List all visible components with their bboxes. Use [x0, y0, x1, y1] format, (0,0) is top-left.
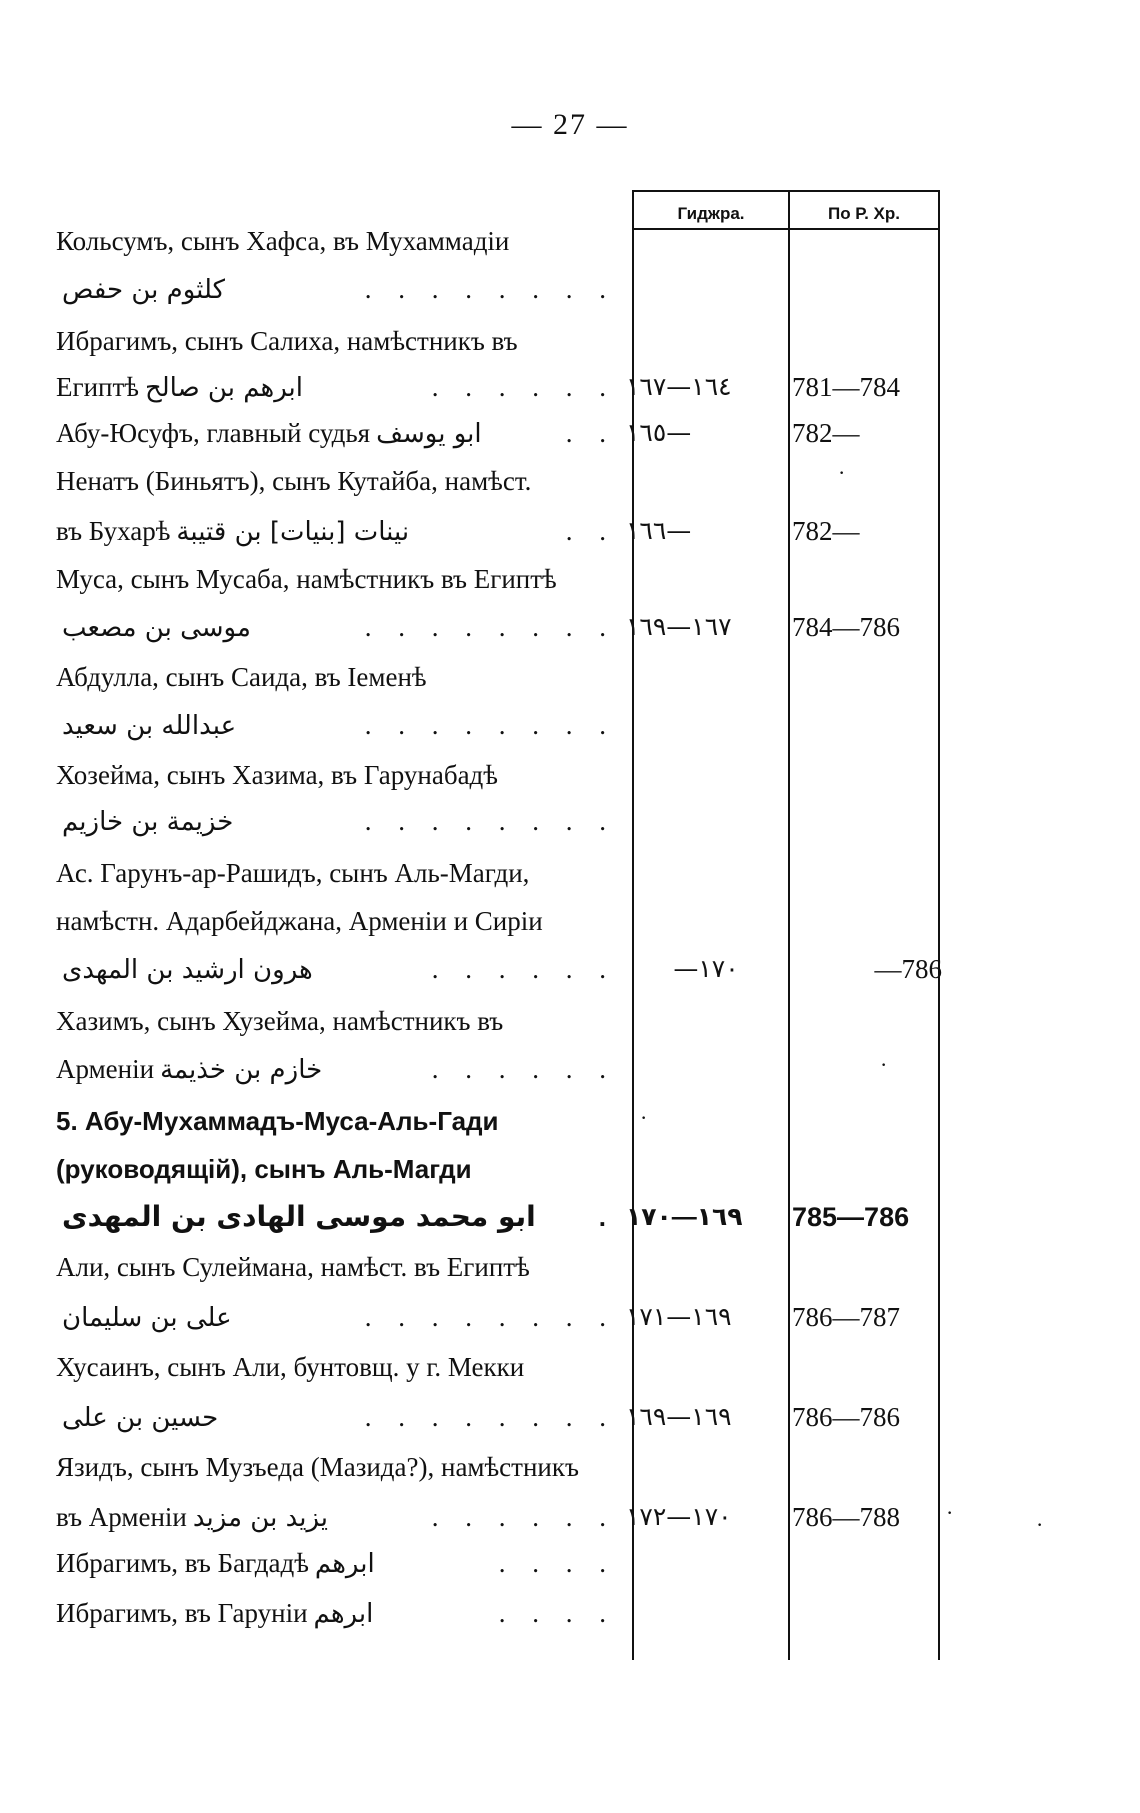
leader-dots: . . . . . .	[431, 372, 616, 402]
hijra-date: ١٦٥—	[626, 418, 692, 447]
leader-dots: . . . . . .	[431, 1502, 616, 1532]
ad-date: 785—786	[792, 1202, 910, 1232]
arabic-name: عبدالله بن سعيد	[62, 711, 237, 741]
arabic-name: نينات [بنيات] بن قتيبة	[176, 517, 410, 547]
entry-name: Абдулла, сынъ Саида, въ Іеменѣ	[56, 662, 427, 692]
entry-line	[56, 1444, 616, 1490]
entry-line	[56, 798, 616, 844]
entry-line	[56, 898, 616, 944]
entry-name: Ибрагимъ, сынъ Салиха, намѣстникъ въ	[56, 326, 518, 356]
entry-line	[56, 752, 616, 798]
entry-name: Али, сынъ Сулеймана, намѣст. въ Египтѣ	[56, 1252, 530, 1282]
entry-line	[56, 218, 616, 264]
entry-line	[56, 1194, 616, 1240]
arabic-name: ابرهم بن صالح	[144, 373, 304, 403]
arabic-name: خازم بن خذيمة	[160, 1055, 323, 1085]
arabic-name: يزيد بن مزيد	[192, 1503, 329, 1533]
arabic-name: هرون ارشيد بن المهدى	[62, 955, 313, 985]
hijra-date: ١٦٩—١٦٩	[626, 1402, 732, 1431]
entry-name: Язидъ, сынъ Музъеда (Мазида?), намѣстникъ	[56, 1452, 579, 1482]
entry-name: Абу-Юсуфъ, главный судья	[56, 418, 371, 448]
entry-line	[56, 702, 616, 748]
hijra-date: ١٦٤—١٦٧	[626, 372, 732, 401]
arabic-name: على بن سليمان	[62, 1303, 232, 1333]
hijra-date: ١٦٩—١٧١	[626, 1302, 732, 1331]
column-header-hijra: Гиджра.	[677, 204, 745, 223]
arabic-name: كلثوم بن حفص	[62, 275, 225, 305]
table-rule-top	[632, 190, 940, 192]
stray-mark: ·	[640, 1105, 648, 1130]
stray-mark: ·	[946, 1500, 954, 1525]
ad-date: 786—787	[792, 1302, 900, 1332]
stray-mark: ·	[1036, 1512, 1044, 1537]
entry-name: Ибрагимъ, въ Багдадѣ	[56, 1548, 309, 1578]
entry-name: Хазимъ, сынъ Хузейма, намѣстникъ въ	[56, 1006, 504, 1036]
entry-line	[56, 1098, 616, 1144]
hijra-date: ١٦٩—١٧٠	[626, 1203, 743, 1231]
entry-name: Египтѣ	[56, 372, 139, 402]
stray-mark: ·	[880, 1052, 888, 1077]
entry-line	[56, 1244, 616, 1290]
leader-dots: . . . .	[498, 1598, 616, 1628]
ad-date: 786—786	[792, 1402, 900, 1432]
entry-line	[56, 1394, 616, 1440]
leader-dots: . . . . . . . .	[364, 612, 616, 642]
table-rule-middle	[788, 190, 790, 1660]
entry-line	[56, 1590, 616, 1636]
entry-line	[56, 458, 616, 504]
entry-name: Хусаинъ, сынъ Али, бунтовщ. у г. Мекки	[56, 1352, 525, 1382]
entry-name: 5. Абу-Мухаммадъ-Муса-Аль-Гади	[56, 1106, 499, 1136]
arabic-name: ابو يوسف	[376, 419, 482, 449]
ad-date: —786	[874, 954, 942, 984]
leader-dots: . . . .	[498, 1548, 616, 1578]
stray-mark: ·	[838, 460, 846, 485]
ad-date: 782—	[792, 418, 860, 448]
hijra-date: ١٦٧—١٦٩	[626, 612, 732, 641]
entry-name: Арменіи	[56, 1054, 155, 1084]
entry-name: Ненатъ (Биньятъ), сынъ Кутайба, намѣст.	[56, 466, 532, 496]
arabic-name: ابرهم	[313, 1599, 374, 1629]
entry-line	[56, 850, 616, 896]
leader-dots: . .	[565, 516, 616, 546]
entry-line	[56, 508, 616, 554]
ad-date: 782—	[792, 516, 860, 546]
leader-dots: . . . . . .	[431, 954, 616, 984]
entry-line	[56, 364, 616, 410]
leader-dots: . . . . . . . .	[364, 710, 616, 740]
entry-line	[56, 998, 616, 1044]
arabic-name: موسى بن مصعب	[62, 613, 251, 643]
entry-line	[56, 654, 616, 700]
ad-date: 781—784	[792, 372, 900, 402]
entry-line	[56, 556, 616, 602]
hijra-date: —١٧٠	[673, 954, 739, 983]
entry-name: намѣстн. Адарбейджана, Арменіи и Сиріи	[56, 906, 543, 936]
entry-line	[56, 1344, 616, 1390]
arabic-name: ابو محمد موسى الهادى بن المهدى	[62, 1200, 536, 1233]
hijra-date: ١٧٠—١٧٢	[626, 1502, 732, 1531]
entry-line	[56, 1540, 616, 1586]
entry-name: (руководящій), сынъ Аль-Магди	[56, 1154, 472, 1184]
arabic-name: حسين بن على	[62, 1403, 219, 1433]
entry-name: Кольсумъ, сынъ Хафса, въ Мухаммадіи	[56, 226, 510, 256]
leader-dots: . . . . . . . .	[364, 1402, 616, 1432]
entry-name: въ Бухарѣ	[56, 516, 171, 546]
table-rule-header	[632, 228, 940, 230]
leader-dots: . . . . . . . .	[364, 806, 616, 836]
hijra-date: ١٦٦—	[626, 516, 692, 545]
entry-line	[56, 1046, 616, 1092]
entry-line	[56, 946, 616, 992]
ad-date: 784—786	[792, 612, 900, 642]
entry-line	[56, 1494, 616, 1540]
entry-line	[56, 1146, 616, 1192]
page-number: — 27 —	[511, 108, 629, 141]
ad-date: 786—788	[792, 1502, 900, 1532]
leader-dots: . . . . . . . .	[364, 274, 616, 304]
leader-dots: . .	[565, 418, 616, 448]
entry-line	[56, 604, 616, 650]
entry-name: Ас. Гарунъ-ар-Рашидъ, сынъ Аль-Магди,	[56, 858, 530, 888]
entry-line	[56, 410, 616, 456]
arabic-name: خزيمة بن خازيم	[62, 807, 234, 837]
entry-name: Хозейма, сынъ Хазима, въ Гарунабадѣ	[56, 760, 498, 790]
column-header-ad: По Р. Хр.	[827, 204, 900, 223]
leader-dots: .	[598, 1202, 616, 1232]
entry-line	[56, 318, 616, 364]
entry-line	[56, 1294, 616, 1340]
entry-name: Муса, сынъ Мусаба, намѣстникъ въ Египтѣ	[56, 564, 557, 594]
entry-name: Ибрагимъ, въ Гаруніи	[56, 1598, 308, 1628]
entry-name: въ Арменіи	[56, 1502, 187, 1532]
leader-dots: . . . . . .	[431, 1054, 616, 1084]
leader-dots: . . . . . . . .	[364, 1302, 616, 1332]
arabic-name: ابرهم	[314, 1549, 375, 1579]
entry-line	[56, 266, 616, 312]
